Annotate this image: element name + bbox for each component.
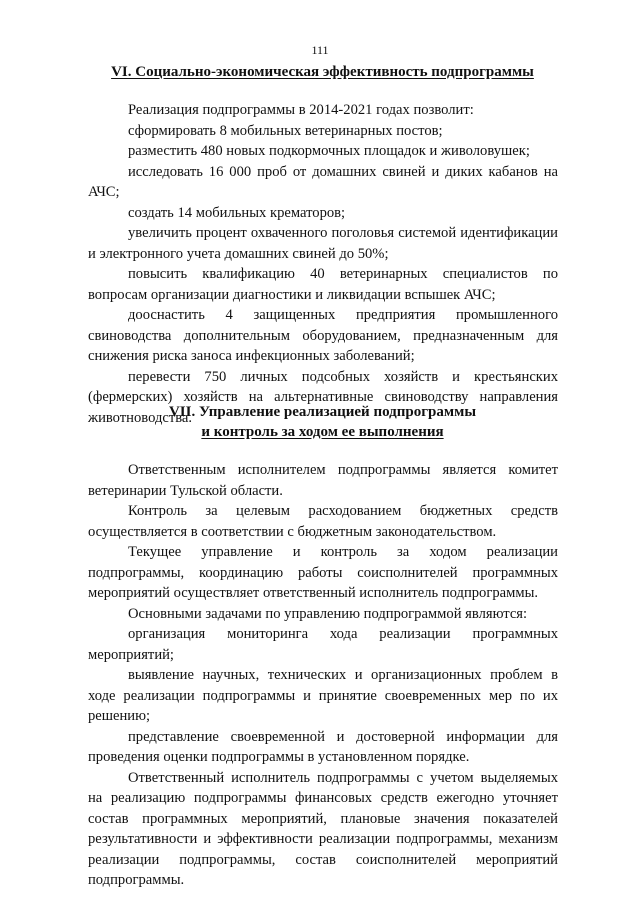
section-6-heading: VI. Социально-экономическая эффективность подпрограммы xyxy=(111,64,534,80)
section-6-paragraph: повысить квалификацию 40 ветеринарных специалистов по вопросам организации диагностики и ликвидации вспышек АЧС; xyxy=(88,266,558,303)
section-7-heading-line-2: и контроль за ходом ее выполнения xyxy=(201,424,444,440)
section-7-paragraph: Основными задачами по управлению подпрограммой являются: xyxy=(128,605,528,622)
section-6-paragraph: разместить 480 новых подкормочных площадок и живоловушек; xyxy=(128,143,530,159)
section-6-paragraph: перевести 750 личных подсобных хозяйств и крестьянских (фермерских) хозяйств на альтернативные свиноводству направления животноводства. xyxy=(88,368,558,426)
section-6-paragraph: создать 14 мобильных крематоров; xyxy=(128,204,346,221)
section-7-paragraph: Контроль за целевым расходованием бюджетных средств осуществляется в соответствии с бюджетным законодательством. xyxy=(88,503,558,540)
section-7-heading-line-1: VII. Управление реализацией подпрограммы xyxy=(168,404,477,420)
section-7-paragraph: организация мониторинга хода реализации программных мероприятий; xyxy=(88,626,558,663)
section-7-paragraph: выявление научных, технических и организационных проблем в ходе реализации подпрограммы и принятие своевременных мер по их решению; xyxy=(88,667,558,724)
section-6-body xyxy=(88,100,558,428)
section-7-paragraph: представление своевременной и достоверной информации для проведения оценки подпрограммы в установленном порядке. xyxy=(88,728,558,765)
section-7-paragraph: Текущее управление и контроль за ходом реализации подпрограммы, координацию работы соисполнителей программных мероприятий осуществляет ответственный исполнитель подпрограммы. xyxy=(88,544,558,601)
page-number: 111 xyxy=(311,43,329,57)
section-7-body xyxy=(88,460,558,891)
section-7-paragraph: Ответственным исполнителем подпрограммы является комитет ветеринарии Тульской области. xyxy=(88,462,558,499)
section-6-paragraph: увеличить процент охваченного поголовья системой идентификации и электронного учета домашних свиней до 50%; xyxy=(88,225,558,262)
section-6-paragraph: исследовать 16 000 проб от домашних свиней и диких кабанов на АЧС; xyxy=(88,163,558,200)
section-7-paragraph: Ответственный исполнитель подпрограммы с учетом выделяемых на реализацию подпрограммы финансовых средств ежегодно уточняет состав программных мероприятий, плановые значения показателей результативности и эффективности реализации подпрограммы, механизм реализации подпрограммы, состав соисполнителей мероприятий подпрограммы. xyxy=(88,769,558,888)
section-6-paragraph: сформировать 8 мобильных ветеринарных постов; xyxy=(128,122,443,139)
section-6-paragraph: дооснастить 4 защищенных предприятия промышленного свиноводства дополнительным оборудованием, предназначенным для снижения риска заноса инфекционных заболеваний; xyxy=(88,307,558,364)
section-6-paragraph: Реализация подпрограммы в 2014-2021 годах позволит: xyxy=(128,102,474,118)
